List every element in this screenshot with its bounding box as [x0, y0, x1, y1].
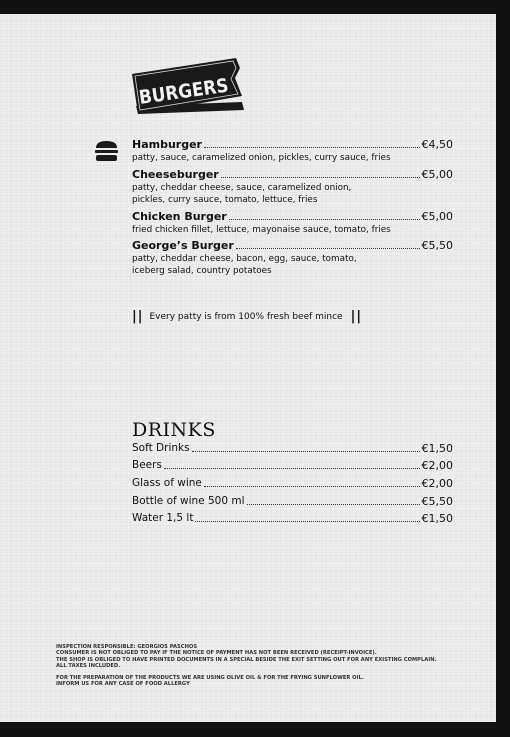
dot-leader	[192, 451, 420, 452]
dot-leader	[229, 219, 420, 220]
drink-item	[132, 477, 453, 490]
drink-item	[132, 459, 453, 472]
item-name: Cheeseburger	[132, 168, 219, 181]
fresh-beef-note	[132, 310, 362, 324]
drink-item	[132, 512, 453, 525]
legal-footer	[56, 644, 476, 688]
item-price: €4,50	[421, 138, 453, 151]
menu-item	[132, 210, 453, 236]
drink-price: €2,00	[421, 477, 453, 490]
dot-leader	[204, 486, 420, 487]
footer-line: INSPECTION RESPONSIBLE: GEORGIOS PASCHOS	[56, 644, 198, 650]
note-text: Every patty is from 100% fresh beef mince	[149, 312, 343, 322]
drink-price: €1,50	[421, 512, 453, 525]
burger-icon	[94, 140, 119, 162]
burgers-banner	[132, 56, 246, 118]
drink-item	[132, 442, 453, 455]
drink-name: Glass of wine	[132, 477, 202, 489]
drink-price: €1,50	[421, 442, 453, 455]
item-description: patty, cheddar cheese, sauce, caramelized onion, pickles, curry sauce, tomato, lettuce, fries	[132, 183, 352, 205]
banner-title: BURGERS	[137, 73, 242, 109]
dot-leader	[221, 177, 420, 178]
item-price: €5,50	[421, 239, 453, 252]
footer-line: FOR THE PREPARATION OF THE PRODUCTS WE ARE USING OLIVE OIL & FOR THE FRYING SUNFLOWER OIL.	[56, 675, 364, 682]
item-description: patty, sauce, caramelized onion, pickles, curry sauce, fries	[132, 153, 391, 163]
drink-item	[132, 495, 453, 508]
menu-page	[0, 14, 496, 722]
item-description: patty, cheddar cheese, bacon, egg, sauce, tomato, iceberg salad, country potatoes	[132, 254, 357, 276]
menu-item	[132, 239, 453, 277]
drink-price: €2,00	[421, 459, 453, 472]
item-price: €5,00	[421, 210, 453, 223]
item-description: fried chicken fillet, lettuce, mayonaise sauce, tomato, fries	[132, 225, 391, 235]
dot-leader	[247, 504, 420, 505]
dot-leader	[164, 468, 420, 469]
menu-item	[132, 168, 453, 206]
item-name: Hamburger	[132, 138, 202, 151]
footer-line: THE SHOP IS OBLIGED TO HAVE PRINTED DOCUMENTS IN A SPECIAL BESIDE THE EXIT SETTING OUT FOR ANY EXISTING COMPLAIN.	[56, 656, 437, 663]
drink-price: €5,50	[421, 495, 453, 508]
footer-line: INFORM US FOR ANY CASE OF FOOD ALLERGY	[56, 681, 190, 688]
item-name: George’s Burger	[132, 239, 234, 252]
drink-name: Water 1,5 lt	[132, 512, 194, 524]
menu-item	[132, 138, 453, 164]
drink-name: Bottle of wine 500 ml	[132, 495, 245, 507]
dot-leader	[236, 248, 420, 249]
drinks-heading: DRINKS	[132, 419, 216, 441]
dot-leader	[204, 147, 420, 148]
drink-name: Beers	[132, 459, 162, 471]
item-price: €5,00	[421, 168, 453, 181]
footer-line: CONSUMER IS NOT OBLIGED TO PAY IF THE NOTICE OF PAYMENT HAS NOT BEEN RECEIVED (RECEIPT-INVOICE).	[56, 650, 377, 657]
item-name: Chicken Burger	[132, 210, 227, 223]
note-bars-right: ||	[350, 309, 363, 324]
note-bars-left: ||	[132, 309, 144, 324]
drink-name: Soft Drinks	[132, 442, 190, 454]
footer-line: ALL TAXES INCLUDED.	[56, 662, 121, 669]
dot-leader	[195, 521, 419, 522]
